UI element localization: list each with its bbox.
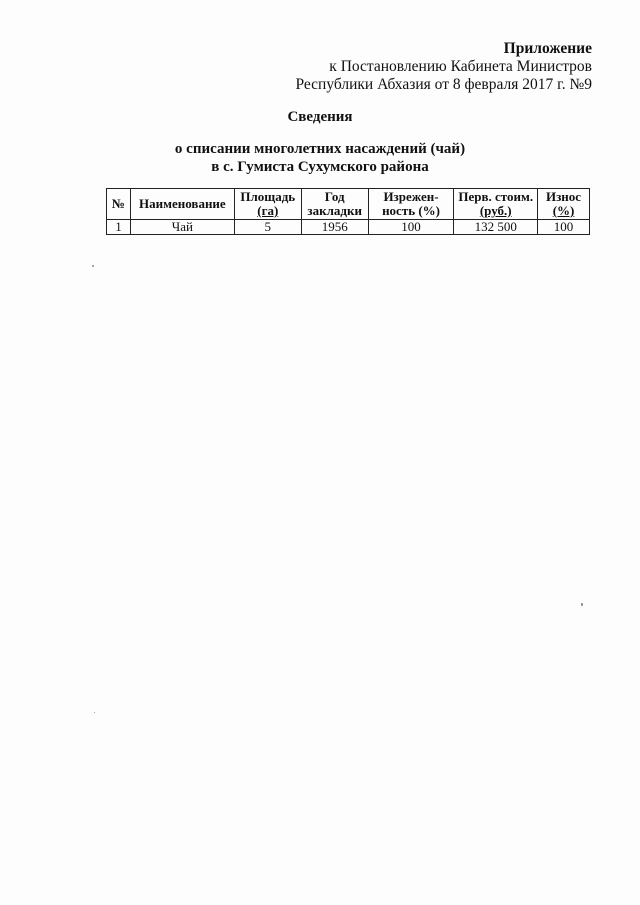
scan-speck [92,265,94,267]
appendix-header [295,40,592,94]
col-header-thinning-bottom: ность (%) [382,203,440,218]
appendix-label: Приложение [503,40,592,57]
cell-name: Чай [130,220,234,235]
col-header-wear-bottom: (%) [552,203,575,218]
appendix-reference: к Постановлению Кабинета Министров [329,58,592,75]
col-header-number [107,189,131,220]
col-header-initial-cost-top: Перв. стоим. [458,189,534,204]
scan-speck [94,712,95,713]
table-row [107,220,590,235]
col-header-initial-cost-bottom: (руб.) [479,203,512,218]
scan-speck [581,603,583,606]
col-header-wear-top: Износ [545,189,582,204]
appendix-decree: Республики Абхазия от 8 февраля 2017 г. №9 [295,76,592,93]
col-header-thinning [368,189,454,220]
cell-thinning: 100 [368,220,454,235]
col-header-name [130,189,234,220]
col-header-wear [538,189,590,220]
col-header-area-top: Площадь [240,189,296,204]
col-header-area [234,189,301,220]
table-header-row [107,189,590,220]
col-header-year [301,189,368,220]
col-header-initial-cost [454,189,538,220]
cell-wear: 100 [538,220,590,235]
writeoff-table [106,188,590,235]
col-header-name-label: Наименование [139,196,226,211]
document-subtitle-line2: в с. Гумиста Сухумского района [211,159,429,175]
document-subtitle-line1: о списании многолетних насаждений (чай) [174,141,466,157]
cell-number: 1 [107,220,131,235]
col-header-number-label: № [111,196,125,211]
col-header-year-bottom: закладки [307,203,362,218]
document-title: Сведения [287,109,353,125]
cell-area: 5 [234,220,301,235]
cell-year: 1956 [301,220,368,235]
cell-initial-cost: 132 500 [454,220,538,235]
col-header-area-bottom: (га) [257,203,279,218]
col-header-thinning-top: Изрежен- [383,189,439,204]
col-header-year-top: Год [324,189,345,204]
